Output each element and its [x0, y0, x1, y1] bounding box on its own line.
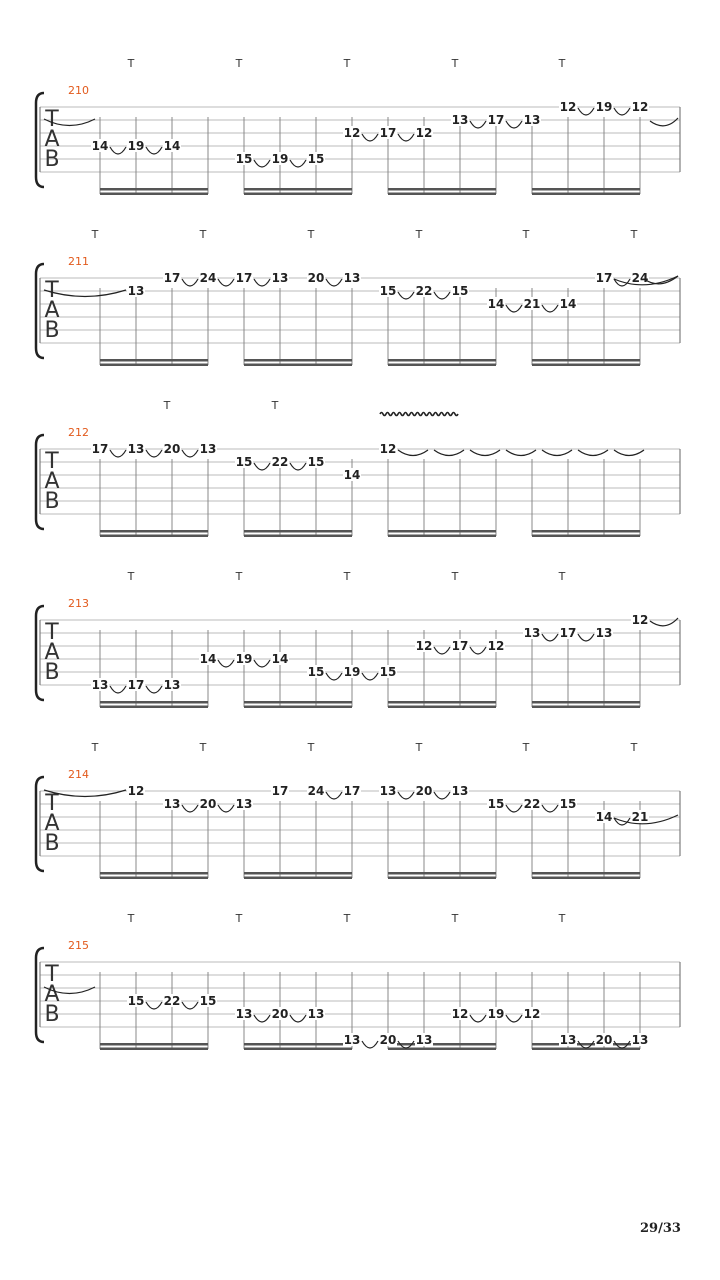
slur-arc	[470, 121, 486, 128]
fret-number: 12	[127, 784, 145, 798]
fret-number: 20	[199, 797, 217, 811]
tap-mark: T	[558, 912, 566, 925]
measure-number: 214	[68, 768, 89, 781]
fret-number: 13	[307, 1007, 325, 1021]
fret-number: 13	[163, 678, 181, 692]
fret-number: 24	[631, 271, 649, 285]
beam	[388, 530, 496, 533]
fret-number: 14	[271, 652, 289, 666]
slur-arc	[254, 463, 270, 470]
beam	[100, 1043, 208, 1046]
tab-clef-letter: B	[44, 489, 60, 514]
beam	[244, 359, 352, 362]
fret-number: 13	[595, 626, 613, 640]
slur-arc	[542, 634, 558, 641]
beam	[100, 877, 208, 880]
fret-number: 13	[235, 797, 253, 811]
fret-number: 14	[163, 139, 181, 153]
slur-arc	[254, 279, 270, 286]
fret-number: 15	[235, 455, 253, 469]
slur-arc	[398, 792, 414, 799]
tab-clef-letter: T	[45, 620, 59, 645]
fret-number: 13	[199, 442, 217, 456]
tab-system	[36, 228, 680, 366]
fret-number: 13	[523, 113, 541, 127]
tab-clef-letter: B	[44, 318, 60, 343]
fret-number: 13	[379, 784, 397, 798]
tab-clef-letter: T	[45, 791, 59, 816]
tap-mark: T	[307, 228, 315, 241]
fret-number: 17	[91, 442, 109, 456]
fret-number: 15	[451, 284, 469, 298]
slur-arc	[110, 147, 126, 154]
slur-arc	[290, 1015, 306, 1022]
fret-number: 13	[523, 626, 541, 640]
tap-mark: T	[163, 399, 171, 412]
tap-mark: T	[127, 912, 135, 925]
fret-number: 13	[91, 678, 109, 692]
fret-number: 19	[235, 652, 253, 666]
fret-number: 17	[379, 126, 397, 140]
beam	[532, 701, 640, 704]
slur-arc	[110, 686, 126, 693]
fret-number: 15	[487, 797, 505, 811]
tap-mark: T	[558, 570, 566, 583]
beam	[100, 872, 208, 875]
slur-arc	[506, 1015, 522, 1022]
fret-number: 12	[559, 100, 577, 114]
beam	[388, 193, 496, 196]
fret-number: 14	[91, 139, 109, 153]
beam	[244, 364, 352, 367]
beam	[100, 359, 208, 362]
fret-number: 17	[271, 784, 289, 798]
slur-arc	[542, 305, 558, 312]
beam	[532, 872, 640, 875]
tab-clef-letter: B	[44, 660, 60, 685]
fret-number: 13	[127, 284, 145, 298]
fret-number: 15	[235, 152, 253, 166]
fret-number: 24	[307, 784, 325, 798]
measure-number: 212	[68, 426, 89, 439]
fret-number: 12	[523, 1007, 541, 1021]
tab-clef-letter: A	[44, 127, 60, 152]
beam	[532, 877, 640, 880]
measure-number: 213	[68, 597, 89, 610]
slur-arc	[398, 292, 414, 299]
tap-mark: T	[630, 741, 638, 754]
fret-number: 17	[127, 678, 145, 692]
fret-number: 19	[595, 100, 613, 114]
slur-arc	[542, 805, 558, 812]
fret-number: 12	[451, 1007, 469, 1021]
fret-number: 17	[163, 271, 181, 285]
beam	[244, 535, 352, 538]
tap-mark: T	[522, 741, 530, 754]
tap-mark: T	[522, 228, 530, 241]
slur-arc	[398, 134, 414, 141]
fret-number: 15	[127, 994, 145, 1008]
fret-number: 15	[379, 284, 397, 298]
slur-arc	[362, 134, 378, 141]
tap-mark: T	[271, 399, 279, 412]
beam	[100, 1048, 208, 1051]
tap-mark: T	[235, 570, 243, 583]
beam	[244, 1043, 352, 1046]
slur-arc	[362, 673, 378, 680]
fret-number: 13	[343, 1033, 361, 1047]
slur-arc	[218, 279, 234, 286]
fret-number: 20	[379, 1033, 397, 1047]
fret-number: 13	[631, 1033, 649, 1047]
beam	[244, 872, 352, 875]
beam	[532, 706, 640, 709]
beam	[244, 188, 352, 191]
fret-number: 17	[559, 626, 577, 640]
tap-mark: T	[343, 912, 351, 925]
tab-system	[36, 741, 680, 879]
fret-number: 13	[451, 113, 469, 127]
beam	[244, 701, 352, 704]
beam	[532, 364, 640, 367]
tap-mark: T	[127, 57, 135, 70]
fret-number: 15	[307, 455, 325, 469]
slur-arc	[326, 279, 342, 286]
fret-number: 15	[559, 797, 577, 811]
measure-number: 215	[68, 939, 89, 952]
fret-number: 15	[199, 994, 217, 1008]
beam	[100, 364, 208, 367]
tie-arc-outgoing	[650, 618, 678, 626]
fret-number: 13	[415, 1033, 433, 1047]
fret-number: 14	[199, 652, 217, 666]
slur-arc	[146, 1002, 162, 1009]
beam	[388, 701, 496, 704]
tap-mark: T	[343, 570, 351, 583]
beam	[388, 364, 496, 367]
tab-clef-letter: A	[44, 469, 60, 494]
fret-number: 12	[631, 100, 649, 114]
fret-number: 24	[199, 271, 217, 285]
beam	[532, 193, 640, 196]
fret-number: 13	[163, 797, 181, 811]
slur-arc	[614, 108, 630, 115]
tap-mark: T	[343, 57, 351, 70]
tap-mark: T	[235, 57, 243, 70]
slur-arc	[146, 686, 162, 693]
fret-number: 17	[487, 113, 505, 127]
tap-mark: T	[451, 57, 459, 70]
fret-number: 14	[487, 297, 505, 311]
slur-arc	[434, 292, 450, 299]
slur-arc	[254, 160, 270, 167]
fret-number: 22	[271, 455, 289, 469]
fret-number: 15	[307, 152, 325, 166]
beam	[100, 701, 208, 704]
slur-arc	[254, 1015, 270, 1022]
fret-number: 14	[343, 468, 361, 482]
tab-system	[36, 912, 680, 1050]
slur-arc	[110, 450, 126, 457]
fret-number: 12	[631, 613, 649, 627]
beam	[532, 188, 640, 191]
fret-number: 20	[271, 1007, 289, 1021]
beam	[388, 188, 496, 191]
beam	[532, 1043, 640, 1046]
tap-mark: T	[235, 912, 243, 925]
slur-arc	[578, 634, 594, 641]
fret-number: 22	[523, 797, 541, 811]
fret-number: 19	[271, 152, 289, 166]
page-number: 29/33	[640, 1221, 681, 1236]
beam	[100, 706, 208, 709]
slur-arc	[254, 660, 270, 667]
fret-number: 14	[595, 810, 613, 824]
tab-clef-letter: B	[44, 1002, 60, 1027]
tab-clef-letter: T	[45, 449, 59, 474]
fret-number: 19	[343, 665, 361, 679]
tap-mark: T	[91, 741, 99, 754]
measure-number: 210	[68, 84, 89, 97]
fret-number: 17	[451, 639, 469, 653]
let-ring-arc	[578, 450, 608, 456]
fret-number: 22	[163, 994, 181, 1008]
tap-mark: T	[630, 228, 638, 241]
let-ring-arc	[542, 450, 572, 456]
tab-clef-letter: A	[44, 811, 60, 836]
tap-mark: T	[558, 57, 566, 70]
fret-number: 20	[163, 442, 181, 456]
fret-number: 20	[307, 271, 325, 285]
slur-arc	[182, 1002, 198, 1009]
slur-arc	[182, 279, 198, 286]
fret-number: 12	[415, 639, 433, 653]
fret-number: 17	[235, 271, 253, 285]
beam	[388, 706, 496, 709]
tap-mark: T	[415, 228, 423, 241]
slur-arc	[470, 1015, 486, 1022]
beam	[388, 1043, 496, 1046]
let-ring-arc	[506, 450, 536, 456]
fret-number: 15	[379, 665, 397, 679]
beam	[388, 359, 496, 362]
tap-mark: T	[199, 741, 207, 754]
beam	[244, 706, 352, 709]
fret-number: 12	[487, 639, 505, 653]
slur-arc	[434, 792, 450, 799]
beam	[388, 872, 496, 875]
slur-arc	[290, 463, 306, 470]
tie-arc-outgoing	[650, 118, 678, 126]
beam	[388, 877, 496, 880]
fret-number: 20	[415, 784, 433, 798]
vibrato-mark	[380, 413, 458, 416]
beam	[100, 193, 208, 196]
fret-number: 19	[487, 1007, 505, 1021]
tab-clef-letter: T	[45, 962, 59, 987]
slur-arc	[182, 805, 198, 812]
fret-number: 12	[343, 126, 361, 140]
beam	[388, 535, 496, 538]
slur-arc	[146, 147, 162, 154]
tab-clef-letter: T	[45, 278, 59, 303]
slur-arc	[146, 450, 162, 457]
tap-mark: T	[451, 912, 459, 925]
tab-clef-letter: A	[44, 982, 60, 1007]
fret-number: 21	[631, 810, 649, 824]
fret-number: 13	[451, 784, 469, 798]
let-ring-arc	[470, 450, 500, 456]
tap-mark: T	[127, 570, 135, 583]
slur-arc	[434, 647, 450, 654]
tab-clef-letter: A	[44, 298, 60, 323]
let-ring-arc	[434, 450, 464, 456]
slur-arc	[218, 805, 234, 812]
beam	[100, 530, 208, 533]
slur-arc	[326, 792, 342, 799]
fret-number: 21	[523, 297, 541, 311]
slur-arc	[218, 660, 234, 667]
slur-arc	[182, 450, 198, 457]
tab-system	[36, 399, 680, 537]
slur-arc	[506, 305, 522, 312]
slur-arc	[578, 108, 594, 115]
beam	[244, 1048, 352, 1051]
fret-number: 12	[415, 126, 433, 140]
beam	[244, 193, 352, 196]
tap-mark: T	[415, 741, 423, 754]
beam	[532, 530, 640, 533]
let-ring-arc	[398, 450, 428, 456]
fret-number: 12	[379, 442, 397, 456]
fret-number: 14	[559, 297, 577, 311]
tap-mark: T	[91, 228, 99, 241]
fret-number: 13	[559, 1033, 577, 1047]
fret-number: 13	[271, 271, 289, 285]
slur-arc	[470, 647, 486, 654]
beam	[532, 535, 640, 538]
slur-arc	[506, 805, 522, 812]
beam	[244, 530, 352, 533]
fret-number: 17	[595, 271, 613, 285]
tap-mark: T	[307, 741, 315, 754]
fret-number: 19	[127, 139, 145, 153]
fret-number: 17	[343, 784, 361, 798]
slur-arc	[326, 673, 342, 680]
measure-number: 211	[68, 255, 89, 268]
tap-mark: T	[199, 228, 207, 241]
slur-arc	[362, 1041, 378, 1048]
fret-number: 13	[235, 1007, 253, 1021]
beam	[100, 188, 208, 191]
tab-clef-letter: B	[44, 147, 60, 172]
fret-number: 22	[415, 284, 433, 298]
tab-clef-letter: T	[45, 107, 59, 132]
fret-number: 15	[307, 665, 325, 679]
fret-number: 13	[127, 442, 145, 456]
tab-clef-letter: B	[44, 831, 60, 856]
fret-number: 20	[595, 1033, 613, 1047]
let-ring-arc	[614, 450, 644, 456]
beam	[532, 359, 640, 362]
tab-clef-letter: A	[44, 640, 60, 665]
slur-arc	[506, 121, 522, 128]
tap-mark: T	[451, 570, 459, 583]
beam	[100, 535, 208, 538]
tab-system	[36, 57, 680, 195]
beam	[244, 877, 352, 880]
fret-number: 13	[343, 271, 361, 285]
slur-arc	[290, 160, 306, 167]
tab-system	[36, 570, 680, 708]
